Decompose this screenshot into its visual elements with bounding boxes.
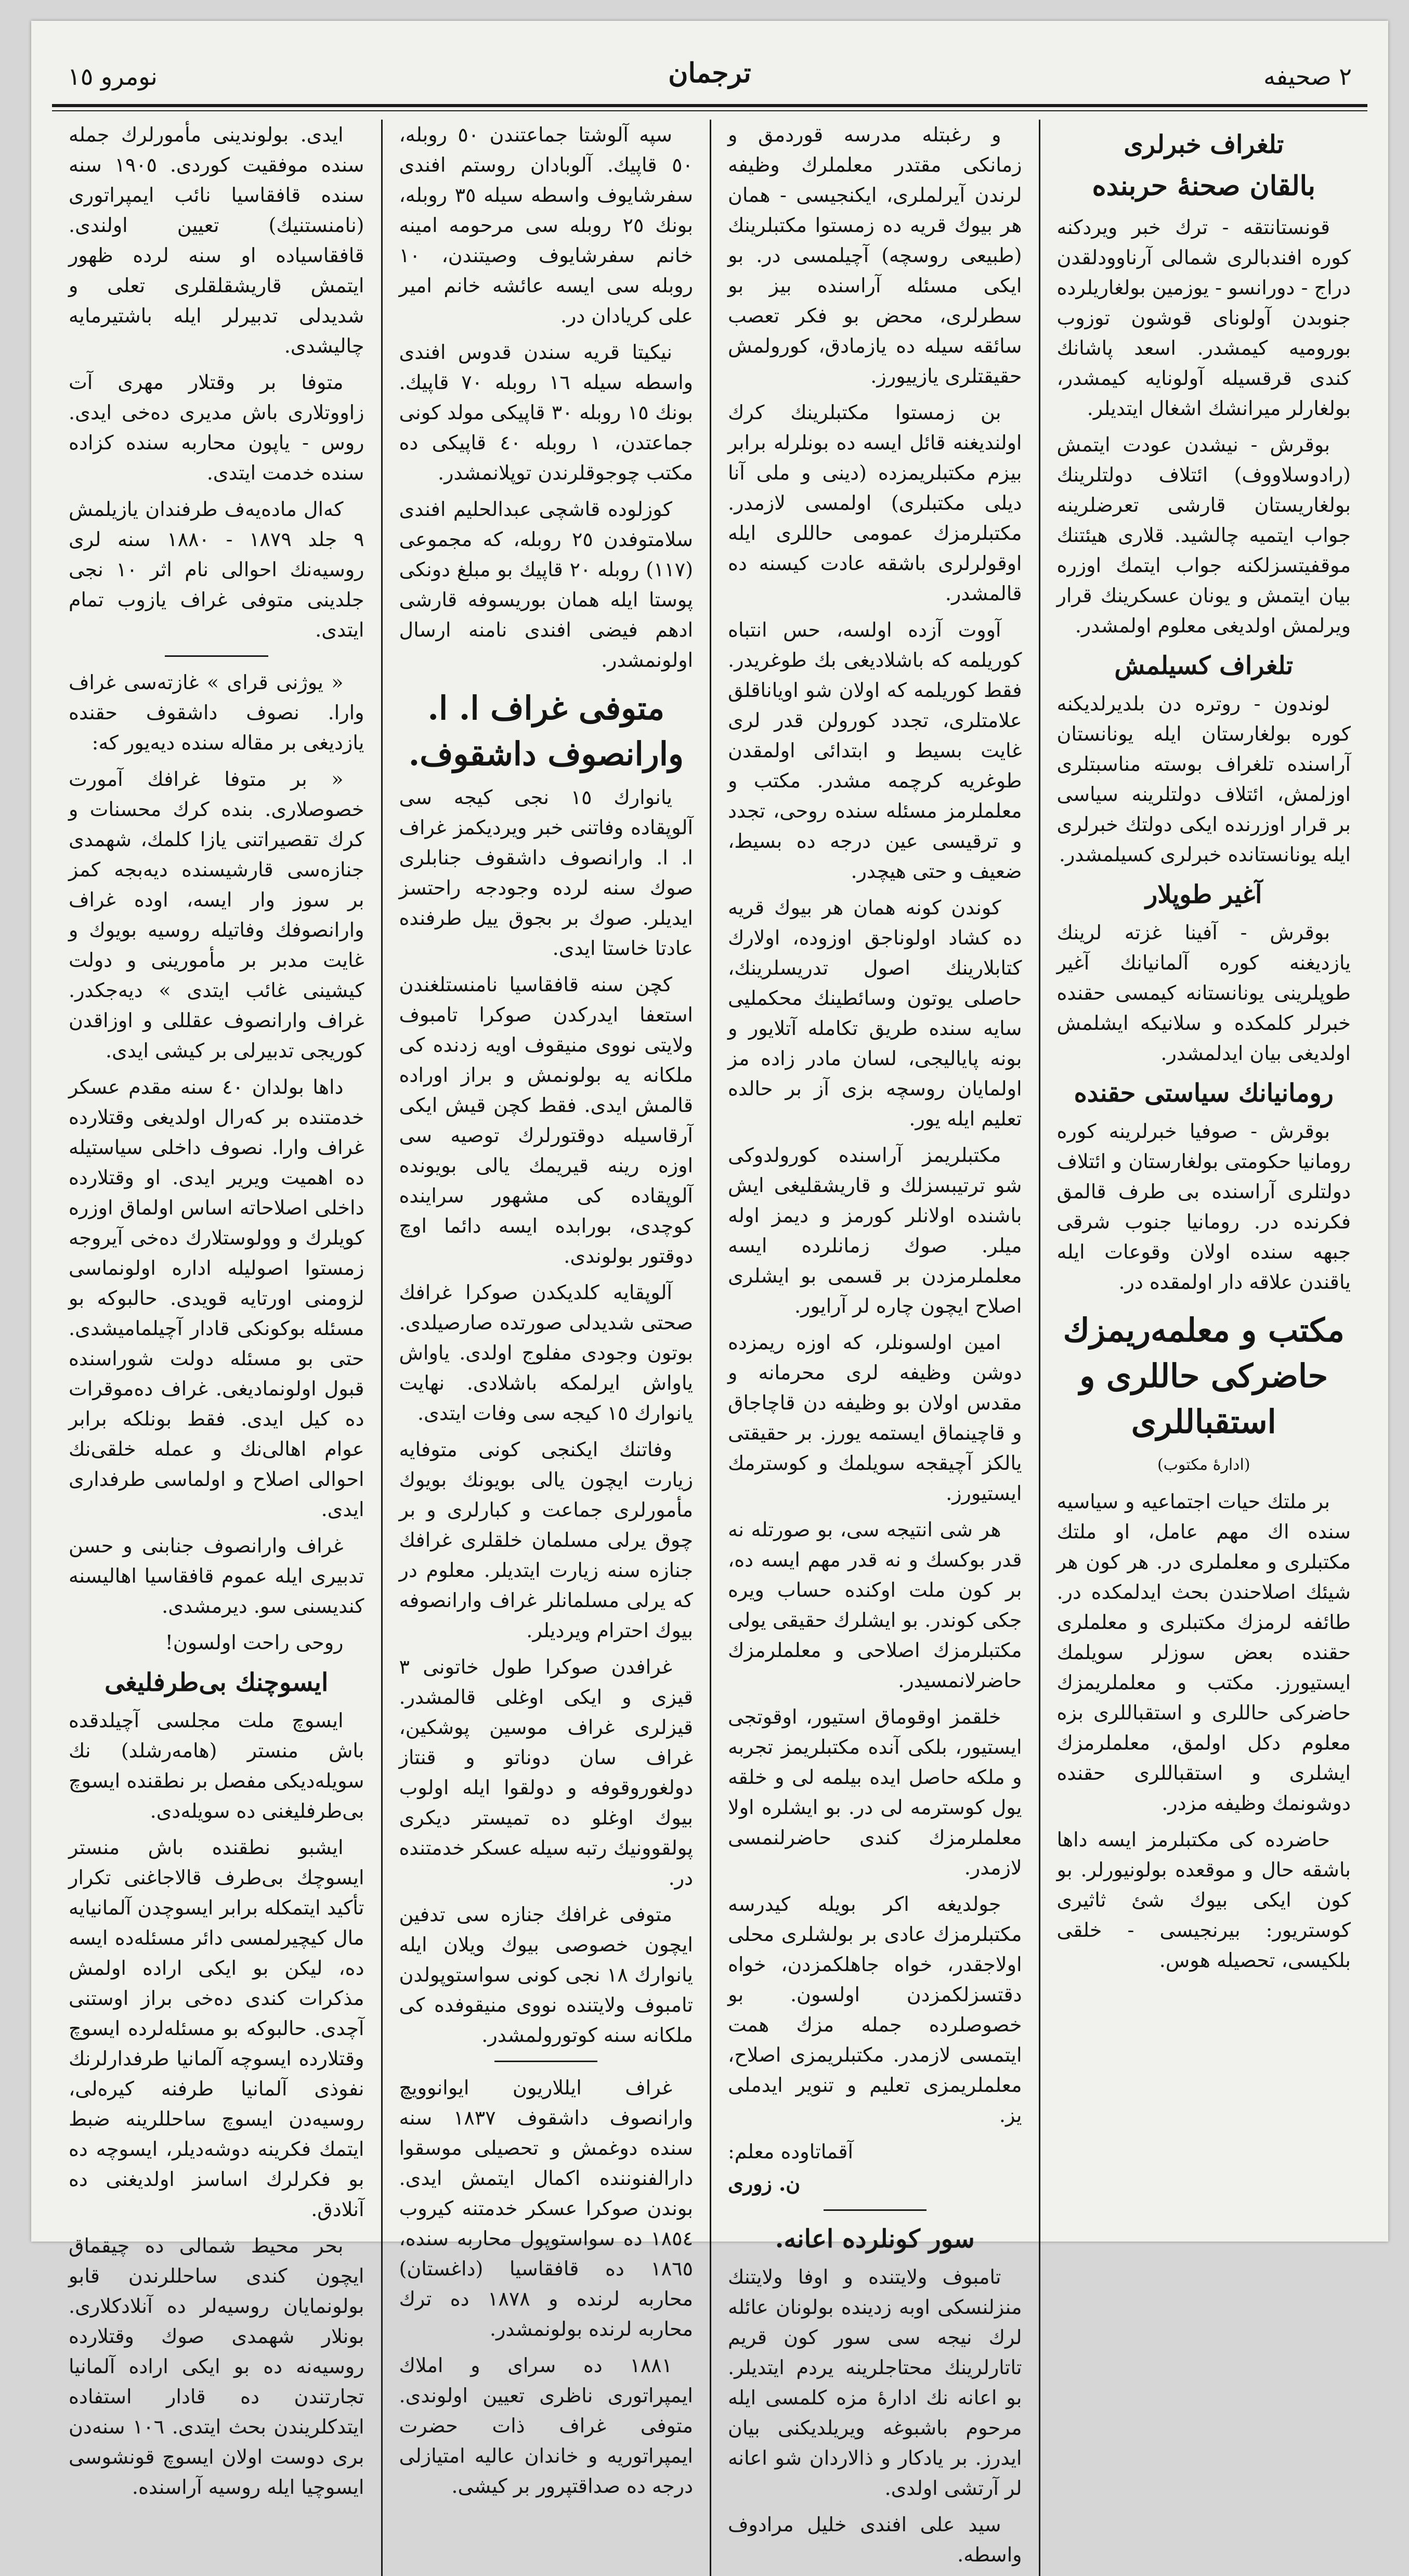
column-3 bbox=[381, 120, 710, 2576]
article-paragraph: هر شى انتيجه سى، بو صورتله نه قدر بوكسك و نه قدر مهم ايسه ده، بر كون ملت اوكنده حساب ويره جكى كوندر. بو ايشلرك حقيقى يولى مكتبلرمزك اصلاحى و معلملرمزك حاضرلانمسيدر. bbox=[728, 1518, 1022, 1692]
headline: تلغراف كسيلمش bbox=[1114, 651, 1294, 680]
section-separator bbox=[165, 655, 268, 657]
headline: ايسوچنك بى‌طرفليغى bbox=[105, 1668, 329, 1697]
subheadline: بالقان صحنهٔ حربنده bbox=[1092, 170, 1316, 202]
masthead bbox=[52, 57, 1367, 104]
article-paragraph: آووت آزده اولسه، حس انتباه كوريلمه كه باشلاديغى بك طوغريدر. فقط كوريلمه كه اولان شو اوياناقلق علامتلرى، تجدد كورولن قدر لرى غايت بسيط و ابتدائى اولمقدن طوغريه كرچمه مشدر. مكتب و معلملرمز مسئله سنده روحى، تجدد و ترقيسى عين درجه ده بسيط، ضعيف و حتى هيچدر. bbox=[728, 618, 1022, 883]
column-2 bbox=[710, 120, 1039, 2576]
article-paragraph: ايسوچ ملت مجلسى آچيلدقده باش منستر (هامه‌رشلد) نك سويله‌ديكى مفصل بر نطقنده ايسوچ بى‌طرفليغنى ده سويله‌دى. bbox=[69, 1709, 364, 1822]
headline: مكتب و معلمه‌ريمزك حاضرکى حاللرى و استقباللرى bbox=[1063, 1311, 1345, 1441]
article-paragraph: يانوارك ١٥ نجى كيجه سى آلوپقاده وفاتنى خبر ويرديكمز غراف ا. ا. وارانصوف داشقوف جنابلرى صوك سنه لرده وجودجه راحتسز ايديلر. صوك بر بجوق ييل طرفنده عادتا خاستا ايدى. bbox=[399, 786, 693, 960]
article-paragraph: كه‌ال مادەيەف طرفندان يازيلمش ۹ جلد ١٨٧٩ - ١٨٨٠ سنه لرى روسيه‌نك احوالى نام اثر ١٠ نجى جلدينى متوفى غراف يازوب تمام ايتدى. bbox=[69, 498, 364, 641]
headline: سور كونلرده اعانه. bbox=[775, 2224, 975, 2254]
article-paragraph: سپه آلوشتا جماعتندن ٥٠ روبله، ٥٠ قاپيك. آلوبادان روستم افندى سفرشايوف واسطه سيله ٣٥ روبله، بونك ٢٥ روبله سى مرحومه امينه خانم سفرشايوف وصيتندن، ١٠ روبله سى ايسه عائشه خانم امير على كريادان در. bbox=[399, 123, 694, 327]
article-paragraph: متوفى غرافك جنازه سى تدفين ايچون خصوصى بيوك ويلان ايله يانوارك ١٨ نجى كونى سواستوپولدن تامبوف ولايتنده نووى منيقوفده كى ملكانه سنه كوتورولمشدر. bbox=[399, 1903, 694, 2047]
article-paragraph: كوزلوده قاشچى عبدالحليم افندى سلامتوفدن ٢٥ روبله، كه مجموعى (١١٧) روبله ٢٠ قاپيك بو مبلغ دونكى پوستا ايله همان بوريسوفه قارشى ادهم فيضى افندى نامنه ارسال اولونمشدر. bbox=[399, 498, 694, 671]
article-paragraph: متوفا بر وقتلار مهرى آت زاووتلارى باش مديرى ده‌خى ايدى. روس - ياپون محاربه سنده كزاده سنده خدمت ايتدى. bbox=[69, 371, 364, 484]
article-paragraph: كوندن كونه همان هر بيوك قريه ده كشاد اولوناجق اوزوده، اولارك كتابلارينك اصول تدريسلرينك، حاصلى يوتون وسائطينك محكمليى سايه سنده طريق تكامله آتلايور و بونه پاياليجى، لسان مادر زاده مز اولمايان روسچه بزى آز بر حالده تعليم ايله يور. bbox=[728, 896, 1022, 1130]
article-paragraph: ١٨٨١ ده سراى و املاك ايمپراتورى ناظرى تعيين اولوندى. متوفى غراف ذات حضرت ايمپراتوريه و خاندان عاليه امتيازلى درجه ده صداقتپرور بر كيشى. bbox=[399, 2354, 693, 2497]
headline: رومانيانك سياستى حقنده bbox=[1074, 1079, 1334, 1108]
article-paragraph: بوقرش - نيشدن عودت ايتمش (رادوسلاووف) ائتلاف دولتلرينك بولغاريستان قارشى تعرضلرينه جواب ايتميه چالشيد. قلارى هيئتنك موقفيتسزلكنه جواب ايتمك اوزره بيان ايتمش و يونان عسكرينك قرار ويرلمش اولديغى معلوم اولمشدر. bbox=[1056, 433, 1351, 637]
headline: آغير طوپلار bbox=[1145, 880, 1262, 909]
page-number: ٢ صحيفه bbox=[1263, 62, 1352, 90]
article-paragraph: بوقرش - صوفيا خبرلرينه كوره رومانيا حكومتى بولغارستان و ائتلاف دولتلرى آراسنده بى طرف قالمق فكرنده در. رومانيا جنوب شرقى جبهه سنده اولان وقوعات ايله ياقندن علاقه دار اولمقده در. bbox=[1056, 1120, 1351, 1293]
article-paragraph: كچن سنه قافقاسيا نامنستلغندن استعفا ايدركدن صوكرا تامبوف ولايتى نووى منيقوف اويه زدنده كى ملكانه يه بولونمش و براز اوراده قالمش ايدى. فقط كچن قيش ايكى آرقاسيله دوقتورلرك توصيه سى اوزه رينه قيريمك يالى بويونده آلوپقاده كى مشهور سراينده كوچدى، بورابده ايسه دائما اوچ دوقتور بولوندى. bbox=[399, 973, 693, 1267]
article-paragraph: « بر متوفا غرافك آمورت خصوصلارى. بنده كرك محسنات و كرك تقصيراتنى يازا كلمك، شهمدى جنازه‌سى قارشيسنده ديه‌بجه كمز بر سوز وار ايسه، اوده غراف وارانصوفك وفاتيله روسيه بويوك و غايت مدبر بر مأمورينى و دولت كيشينى غائب ايتدى » ديه‌جكدر. غراف وارانصوف عقللى و اوزاقدن كوريجى تدبيرلى بر كيشى ايدى. bbox=[69, 768, 364, 1062]
article-paragraph: خلقمز اوقوماق استيور، اوقوتجى ايستيور، بلكى آنده مكتبلريمز تجربه و ملكه حاصل ايده بيلمه لى و خلقه يول كوسترمه لى در. بو ايشلره اولا معلملرمزك كندى حاضرلنمسى لازمدر. bbox=[728, 1705, 1022, 1879]
headline: متوفى غراف ا. ا. وارانصوف داشقوف. bbox=[408, 689, 684, 773]
section-separator bbox=[824, 2209, 927, 2211]
masthead-rule bbox=[52, 104, 1367, 107]
article-paragraph: نيكيتا قريه سندن قدوس افندى واسطه سيله ١٦ روبله ٧٠ قاپيك. بونك ١٥ روبله ٣٠ قاپيكى مولد كونى جماعتدن، ١ روبله ٤٠ قاپيكى ده مكتب چوجوقلرندن توپلانمشدر. bbox=[399, 341, 694, 484]
newspaper-title: ترجمان bbox=[668, 57, 751, 89]
issue-number: نومرو ١٥ bbox=[68, 62, 158, 90]
article-paragraph: قونستانتقه - ترك خبر ويردكنه كوره افندبالرى شمالى آرناوودلقدن دراج - دورانسو - يوزمين بولغاريلرده جنوبدن آولوناى قوشون توزوب بوروميه كيمشدر. اسعد پاشانك كندى قرقسيله آولونايه كيمشدر، بولغارلر ميرانشك اشغال ايتديلر. bbox=[1056, 216, 1351, 420]
article-paragraph: وفاتنك ايكنجى كونى متوفايه زيارت ايچون يالى بويونك بويوك مأمورلرى جماعت و كبارلرى و بر چوق يرلى مسلمان خلقلرى غرافك جنازه سنه زيارت ايتديلر. معلوم در كه يرلى مسلمانلر غراف وارانصوفه بيوك احترام ويرديلر. bbox=[399, 1438, 693, 1642]
article-paragraph: بر ملتك حيات اجتماعيه و سياسيه سنده اك مهم عامل، او ملتك مكتبلرى و معلملرى در. هر كون هر شيئك اصلاحندن بحث ايدلمكده در. طائفه لرمزك مكتبلرى و معلملرى حقنده بعض سوزلر سويلمك ايستيورز. مكتب و معلملريمزك حاضرکى حاللرى و استقباللرى بزه معلوم دكل اولمق، معلملرمزك ايشلرى و استقباللرى حقنده دوشونمك وظيفه مزدر. bbox=[1056, 1490, 1351, 1815]
newspaper-page bbox=[31, 21, 1388, 2566]
article-paragraph: بن زمستوا مكتبلرينك كرك اولنديغنه قائل ايسه ده بونلرله برابر بيزم مكتبلريمزده (دينى و ملى آنا ديلى مكتبلرى) اولمسى لازمدر. مكتبلرمزك عمومى حاللرى ايله اوقولرلرى باشقه عادت كيسنه ده قالمشدر. bbox=[728, 401, 1022, 605]
article-paragraph: غراف ايللاريون ايوانوويچ وارانصوف داشقوف ١٨٣٧ سنه سنده دوغمش و تحصيلى موسقوا دارالفنوننده اكمال ايتمش ايدى. بوندن صوكرا عسكر خدمتنه كيروب ١٨٥٤ ده سواستوپول محاربه سنده، ١٨٦٥ ده قافقاسيا (داغستان) محاربه لرنده و ١٨٧٨ ده ترك محاربه لرنده بولونمشدر. bbox=[399, 2076, 694, 2340]
article-paragraph: بحر محيط شمالى ده چيقماق ايچون كندى ساحللرندن قابو بولونمايان روسيه‌لر ده آنلادكلارى. بونلار شهمدى صوك وقتلارده روسيه‌نه ده بو ايكى اراده آلمانيا تجارتندن ده قادار استفاده ايتدكلريندن بحث ايتدى. ١٠٦ سنه‌دن برى دوست اولان ايسوچ قونشوسى ايسوچيا ايله روسيه آراسنده. bbox=[69, 2234, 364, 2499]
article-paragraph: ايدى. بولوندينى مأمورلرك جمله سنده موفقيت كوردى. ١٩٠٥ سنه سنده قافقاسيا نائب ايمپراتورى (نامنستنيك) تعيين اولندى. قافقاسياده او سنه لرده ظهور ايتمش قاريشقلقلرى تعلى و شديدلى تدبيرلر ايله باشتيرمايه چاليشدى. bbox=[69, 123, 364, 357]
article-paragraph: آلوپقايه كلديكدن صوكرا غرافك صحتى شديدلى صورتده صارصيلدى. بوتون وجودى مفلوج اولدى. ياواش ياواش ايرلمكه باشلادى. نهايت يانوارك ١٥ كيجه سى وفات ايتدى. bbox=[399, 1281, 693, 1425]
article-paragraph: بوقرش - آفينا غزته لرينك يازديغنه كوره آلمانيانك آغير طوپلرينى يونانستانه كيمسى حقنده خبرلر كلمكده و سلانيكه ايشلمش اولديغى بيان ايدلمشدر. bbox=[1056, 921, 1351, 1065]
byline-note: (ادارهٔ مكتوب) bbox=[1157, 1456, 1250, 1474]
article-paragraph: ايشبو نطقنده باش منستر ايسوچك بى‌طرف قالاجاغنى تكرار تأكيد ايتمكله برابر ايسوچدن آلمانيايه مال كيچيرلمسى دائر مسئله‌ده ايسه ده، ليكن بو ايكى اراده اولمش مذكرات كندى ده‌خى براز اوستنى آچدى. حالبوكه بو مسئله‌لرده ايسوچ وقتلارده ايسوچه آلمانيا طرفدارلرنك نفوذى آلمانيا طرفنه كيره‌لى، روسيه‌دن ايسوچ ساحللرينه ضبط ايتمك فكرينه دوشه‌ديلر، ايسوچه ده بو فكرلرك اساسز اولديغنى ده آنلادق. bbox=[69, 1836, 364, 2221]
column-4 bbox=[52, 120, 381, 2576]
article-columns bbox=[52, 120, 1367, 2566]
article-paragraph: روحى راحت اولسون! bbox=[165, 1631, 344, 1654]
signature-line: آقماتاوده معلم: bbox=[728, 2140, 854, 2163]
article-paragraph: غرافدن صوكرا طول خاتونى ٣ قيزى و ايكى اوغلى قالمشدر. قيزلرى غراف موسين پوشكين، غراف سان دوناتو و قنتاز دولغوروقوفه و دولقوا ايله اولوب بيوك اوغلو ده تميستر ديكرى پولقوونيك رتبه سيله عسكر خدمتنده در. bbox=[399, 1655, 693, 1889]
article-paragraph: لوندون - روتره دن بلديرلديكنه كوره بولغارستان ايله يونانستان آراسنده تلغراف بوسته مناسبتلرى اوزلمش، ائتلاف دولتلرينه سياسى بر قرار اوزرنده ايكى دولتك خبرلرى ايله يونانستانده خبرلرى كسيلمشدر. bbox=[1056, 692, 1351, 866]
article-paragraph: امين اولسونلر، كه اوزه ريمزده دوشن وظيفه لرى محرمانه و مقدس اولان بو وظيفه دن قاچاجاق و قاچينماق ايستمه يورز. بر حقيقتى يالكز آچيقجه سويلمك و كوسترمك ايستيورز. bbox=[728, 1331, 1022, 1505]
article-paragraph: « يوژنى قراى » غازته‌سى غراف وارا. نصوف داشقوف حقنده يازديغى بر مقاله سنده ديه‌يور كه: bbox=[69, 671, 364, 754]
headline: تلغراف خبرلرى bbox=[1124, 130, 1284, 159]
article-paragraph: سيد على افندى خليل مرادوف واسطه. bbox=[728, 2513, 1022, 2566]
article-paragraph: و رغبتله مدرسه قوردمق و زمانكى مقتدر معلملرك وظيفه لرندن آيرلملرى، ايكنجيسى - همان هر بيوك قريه ده زمستوا مكتبلرينك (طبيعى روسچه) آچيلمسى در. بو ايكى مسئله آراسنده بيز بو سطرلرى، محض بو فكر تعصب سائقه سيله ده يازمادق، كورولمش حقيقتلرى يازييورز. bbox=[728, 123, 1022, 387]
article-paragraph: حاضرده كى مكتبلرمز ايسه داها باشقه حال و موقعده بولونيورلر. بو كون ايكى بيوك شئ ثاثيرى كوستريور: بيرنجيسى - خلقى بلكيسى، تحصيله هوس. bbox=[1056, 1828, 1351, 1972]
article-paragraph: داها بولدان ٤٠ سنه مقدم عسكر خدمتنده بر كه‌رال اولديغى وقتلارده غراف وارا. نصوف داخلى سياستيله ده اهميت ويرير ايدى. او وقتلارده داخلى اصلاحاته اساس اولماق اوزره كويلرك و وولوستلارك ده‌خى آيروجه زمستوا اصوليله اداره اولونماسى لزومنى اورتايه قويدى. حالبوكه بو مسئله بوكونكى قادار آچيلماميشدى. حتى بو مسئله دولت شوراسنده قبول اولونماديغى. غراف ده‌موقرات ده كيل ايدى. فقط بونلكه برابر عوام اهالى‌نك و عمله خلقى‌نك احوالى اصلاح و اولماسى طرفدارى ايدى. bbox=[69, 1076, 364, 1521]
article-paragraph: مكتبلريمز آراسنده كورولدوكى شو ترتيبسزلك و قاريشقليغى ايش باشنده اولانلر كورمز و ديمز اوله ميلر. صوك زمانلرده ايسه معلملرمزدن بر قسمى بو ايشلرى اصلاح ايچون چاره لر آرايور. bbox=[728, 1144, 1022, 1317]
article-paragraph: جولديغه اكر بويله كيدرسه مكتبلرمزك عادى بر بولشلرى محلى اولاجقدر، خواه جاهلكمزدن، خواه دقتسزلكمزدن اولسون. بو خصوصلرده جمله مزك همت ايتمسى لازمدر. مكتبلريمزى اصلاح، معلملريمزى تعليم و تنوير ايدملى يز. bbox=[728, 1893, 1022, 2127]
column-1 bbox=[1039, 120, 1368, 2576]
article-paragraph: غراف وارانصوف جنابنى و حسن تدبيرى ايله عموم قافقاسيا اهاليسنه كنديسنى سو. ديرمشدى. bbox=[69, 1534, 364, 1617]
signature-name: ن. زورى bbox=[728, 2172, 801, 2195]
article-paragraph: تامبوف ولايتنده و اوفا ولايتنك منزلنسكى اوبه زدينده بولونان عائله لرك نيجه سى سور كون قريم تاتارلرينك محتاجلرينه يردم ايتديلر. بو اعانه نك ادارهٔ مزه كلمسى ايله مرحوم باشبوغه ويريلديكنى بيان ايدرز. بر يادكار و ذالاردان شو اعانه لر آرتشى اولدى. bbox=[728, 2266, 1022, 2500]
section-separator bbox=[494, 2061, 597, 2062]
